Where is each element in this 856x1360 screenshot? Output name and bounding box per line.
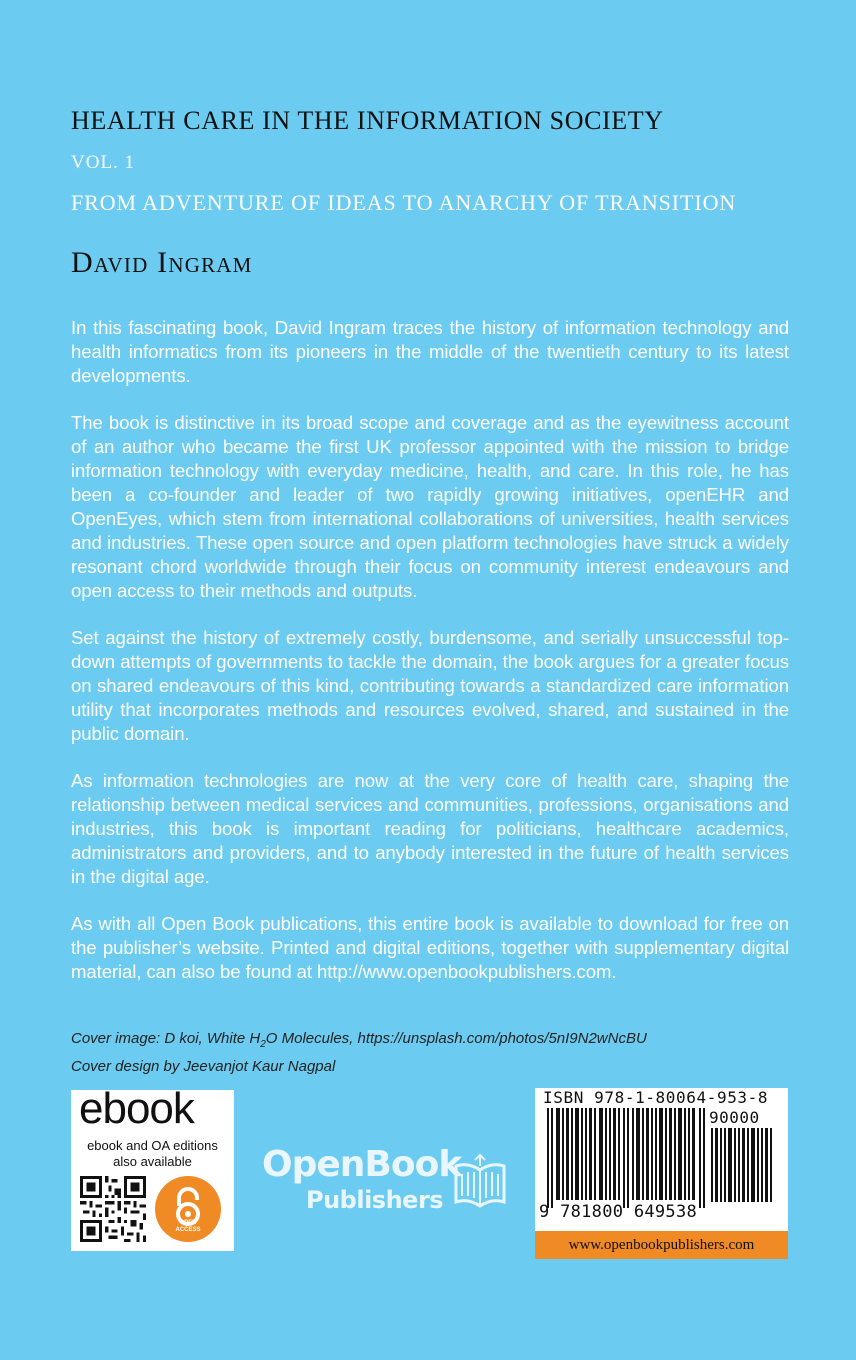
barcode-bars — [547, 1108, 705, 1208]
isbn-barcode — [535, 1088, 788, 1259]
credit-text-b: O Molecules, https://unsplash.com/photos/5nI9N2wNcBU — [265, 1030, 647, 1047]
barcode-digits: 9 781800 649538 — [539, 1202, 698, 1222]
open-access-label — [155, 1220, 221, 1234]
cover-image-credit — [71, 1028, 647, 1056]
book-title: HEALTH CARE IN THE INFORMATION SOCIETY — [71, 106, 664, 135]
oa-label-open: OPEN — [179, 1220, 197, 1226]
credit-subscript: 2 — [260, 1039, 266, 1050]
isbn-number: ISBN 978-1-80064-953-8 — [543, 1088, 769, 1107]
volume-label: VOL. 1 — [71, 152, 136, 173]
blurb-paragraph-4: As information technologies are now at the very core of health care, shaping the relationship between medical services and communities, professions, organisations and industries, this book is important reading for politicians, healthcare academics, administrators and providers, and to anybody interested in the future of health services in the digital age. — [71, 770, 789, 887]
oa-label-access: ACCESS — [175, 1227, 201, 1233]
ebook-wordmark: ebook — [79, 1084, 194, 1133]
ebook-badge — [71, 1084, 234, 1251]
publisher-name: OpenBook — [262, 1144, 462, 1185]
blurb-paragraph-1: In this fascinating book, David Ingram traces the history of information technology and health informatics from its pioneers in the middle of the twentieth century to its latest developments. — [71, 317, 789, 386]
cover-credits — [71, 1028, 647, 1078]
qr-code-icon[interactable] — [80, 1176, 146, 1242]
publisher-url[interactable]: www.openbookpublishers.com — [535, 1231, 788, 1259]
publisher-logo — [262, 1144, 512, 1224]
book-subtitle: FROM ADVENTURE OF IDEAS TO ANARCHY OF TRANSITION — [71, 190, 737, 215]
supplement-bars — [711, 1128, 775, 1202]
ebook-caption-1: ebook and OA editions — [87, 1138, 218, 1153]
author-name: David Ingram — [71, 246, 253, 279]
credit-text-a: Cover image: D koi, White H — [71, 1030, 261, 1047]
open-book-icon — [454, 1152, 506, 1208]
blurb-paragraph-2: The book is distinctive in its broad scope and coverage and as the eyewitness account of an author who became the first UK professor appointed with the mission to bridge information technology with everyday medicine, health, and care. In this role, he has been a co-founder and leader of two rapidly growing initiatives, openEHR and OpenEyes, which stem from international collaborations of universities, health services and industries. These open source and open platform technologies have struck a widely resonant chord worldwide through their focus on community interest endeavours and open access to their methods and outputs. — [71, 412, 789, 601]
ebook-caption-2: also available — [113, 1154, 192, 1169]
publisher-subname: Publishers — [306, 1186, 444, 1214]
barcode-supplement: 90000 — [709, 1108, 760, 1127]
blurb — [71, 316, 789, 1007]
cover-design-credit: Cover design by Jeevanjot Kaur Nagpal — [71, 1058, 336, 1075]
blurb-paragraph-3: Set against the history of extremely costly, burdensome, and serially unsuccessful top-down attempts of governments to tackle the domain, the book argues for a greater focus on shared endeavours of this kind, contributing towards a standardized care information utility that incorporates methods and resources evolved, shared, and sustained in the public domain. — [71, 627, 789, 744]
blurb-paragraph-5: As with all Open Book publications, this entire book is available to download for free on the publisher’s website. Printed and digital editions, together with supplementary digital material, can also be found at http://www.openbookpublishers.com. — [71, 913, 789, 982]
